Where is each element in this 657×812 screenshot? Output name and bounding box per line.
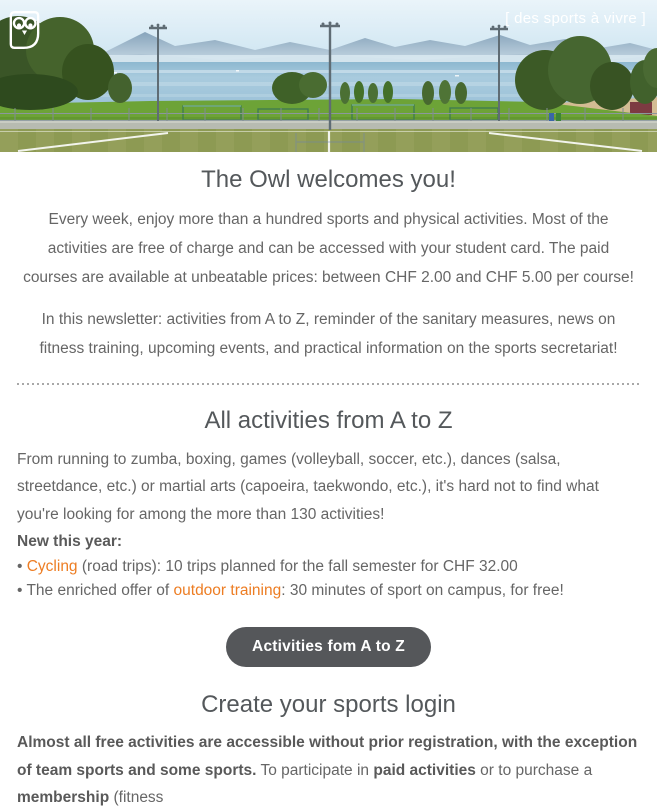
login-segment-4: or to purchase a [475, 761, 593, 779]
activities-paragraph: From running to zumba, boxing, games (volleyball, soccer, etc.), dances (salsa, streetdance, etc.) or martial arts (capoeira, taekwondo, etc.), it's hard not to find what you're looking for among the more than 130 activities! [17, 450, 599, 523]
header-tagline: [ des sports à vivre ] [505, 10, 646, 27]
bullet-outdoor-pre: • The enriched offer of [17, 582, 174, 600]
dotted-divider [17, 383, 640, 385]
newsletter-body [0, 166, 657, 812]
welcome-paragraph-1: Every week, enjoy more than a hundred sports and physical activities. Most of the activities are free of charge and can be accessed with your student card. The paid courses are available at unbeatable prices: between CHF 2.00 and CHF 5.00 per course! [23, 210, 634, 286]
cycling-link[interactable]: Cycling [26, 557, 78, 575]
login-segment-bold-5: membership [17, 789, 110, 807]
bullet-outdoor-post: : 30 minutes of sport on campus, for free! [281, 582, 564, 600]
login-segment-bold-1: Almost all free activities are accessible without prior registration, with the exception of team sports and some sports. [17, 734, 638, 779]
bullet-cycling [17, 555, 640, 580]
login-segment-6: (fitness [109, 789, 164, 807]
welcome-paragraph-2: In this newsletter: activities from A to Z, reminder of the sanitary measures, news on fitness training, upcoming events, and practical information on the sports secretariat! [39, 310, 618, 357]
bullet-cycling-post: (road trips): 10 trips planned for the fall semester for CHF 32.00 [77, 557, 518, 575]
login-paragraph [17, 729, 640, 812]
welcome-title: The Owl welcomes you! [201, 166, 456, 193]
login-segment-bold-3: paid activities [373, 761, 476, 779]
button-row [17, 627, 640, 667]
activities-a-to-z-button[interactable]: Activities fom A to Z [226, 627, 431, 667]
bullet-cycling-pre: • [17, 557, 27, 575]
new-this-year-label: New this year: [17, 533, 123, 551]
outdoor-training-link[interactable]: outdoor training [173, 582, 282, 600]
bullet-outdoor-training [17, 579, 640, 604]
login-segment-2: To participate in [256, 761, 374, 779]
header-hero [0, 0, 657, 152]
owl-logo-icon [9, 10, 40, 50]
login-title: Create your sports login [201, 690, 456, 718]
activities-title: All activities from A to Z [204, 406, 453, 434]
